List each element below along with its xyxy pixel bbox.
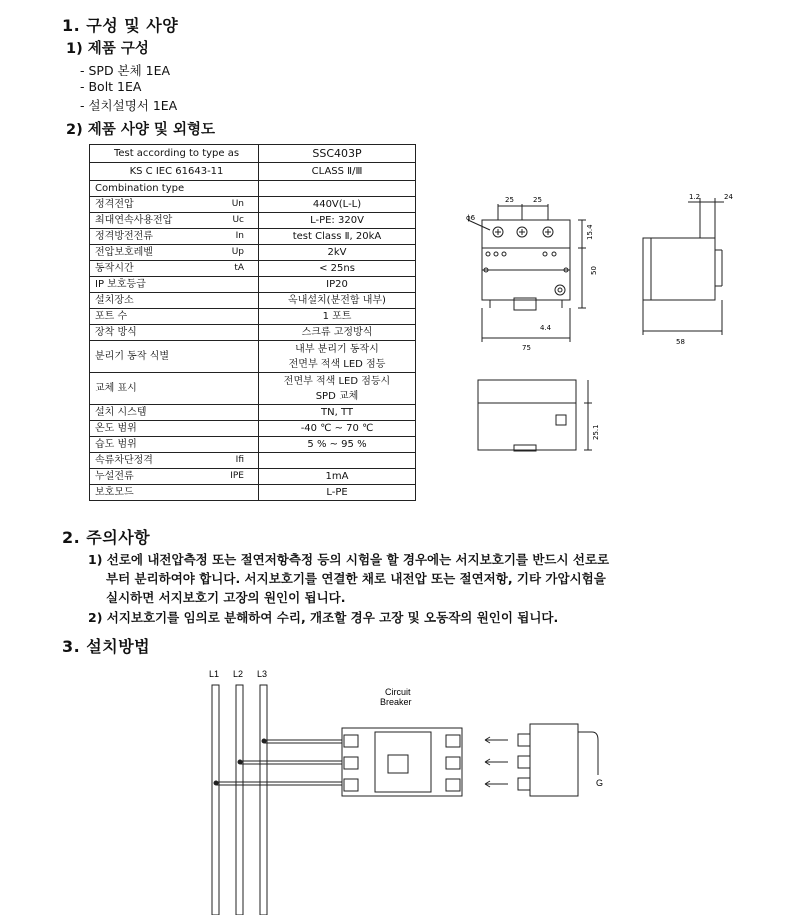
circuit-breaker-label-2: Breaker <box>380 697 412 707</box>
row-value: 1mA <box>259 469 416 485</box>
row-value: 스크류 고정방식 <box>259 325 416 341</box>
row-symbol: Un <box>231 199 244 209</box>
row-value <box>259 181 416 197</box>
ground-label: G <box>596 778 604 788</box>
note-1-line-3: 실시하면 서지보호기 고장의 원인이 됩니다. <box>106 590 346 605</box>
dim-24: 24 <box>724 193 733 201</box>
section-3-title: 3. 설치방법 <box>62 637 151 656</box>
list-item: - 설치설명서 1EA <box>80 98 178 113</box>
dim-15-4: 15.4 <box>586 224 594 240</box>
table-row <box>90 277 416 293</box>
row-label: 속류차단정격 <box>95 455 153 466</box>
row-value: 전면부 적색 LED 점등시 <box>283 375 391 387</box>
row-label: 동작시간 <box>95 263 134 274</box>
note-1-line-1: 1) 선로에 내전압측정 또는 절연저항측정 등의 시험을 할 경우에는 서지보호기를 반드시 선로로 <box>88 552 610 567</box>
table-row <box>90 421 416 437</box>
row-label: Combination type <box>95 183 185 194</box>
row-label: 설치장소 <box>95 295 134 306</box>
row-value: L-PE: 320V <box>259 213 416 229</box>
dim-1-2: 1.2 <box>689 193 701 201</box>
row-value: TN, TT <box>259 405 416 421</box>
row-symbol: Ifi <box>235 455 244 465</box>
row-label: 최대연속사용전압 <box>95 215 173 226</box>
wiring-graphics <box>212 685 598 915</box>
row-value: 2kV <box>259 245 416 261</box>
row-value: < 25ns <box>259 261 416 277</box>
table-header-left-2: KS C IEC 61643-11 <box>90 163 259 181</box>
row-label: 설치 시스템 <box>95 407 147 418</box>
row-value <box>259 453 416 469</box>
row-label: 습도 범위 <box>95 439 137 450</box>
row-value: test Class Ⅱ, 20kA <box>259 229 416 245</box>
row-value: L-PE <box>259 485 416 501</box>
list-item: - Bolt 1EA <box>80 79 142 94</box>
table-row <box>90 469 416 485</box>
row-label: 장착 방식 <box>95 327 137 338</box>
row-value: 옥내설치(분전함 내부) <box>259 293 416 309</box>
table-row <box>90 453 416 469</box>
table-row <box>90 197 416 213</box>
dim-phi6: ϕ6 <box>466 214 476 222</box>
section-2-title: 2. 주의사항 <box>62 528 151 547</box>
row-label: 온도 범위 <box>95 423 137 434</box>
subsection-product-composition: 1) 제품 구성 <box>66 41 149 57</box>
table-row <box>90 341 416 373</box>
section-1-title: 1. 구성 및 사양 <box>62 16 179 35</box>
front-view <box>468 198 724 451</box>
row-value: IP20 <box>259 277 416 293</box>
dim-25-1: 25.1 <box>592 424 600 440</box>
row-label: 포트 수 <box>95 311 128 322</box>
row-label: IP 보호등급 <box>95 279 146 290</box>
table-row <box>90 293 416 309</box>
subsection-spec-and-outline: 2) 제품 사양 및 외형도 <box>66 122 215 138</box>
row-value-line2: 전면부 적색 LED 점등 <box>288 358 386 370</box>
circuit-breaker-label-1: Circuit <box>385 687 411 697</box>
row-value-line2: SPD 교체 <box>315 390 359 402</box>
row-label: 전압보호레벨 <box>95 247 153 258</box>
note-2: 2) 서지보호기를 임의로 분해하여 수리, 개조할 경우 고장 및 오동작의 원인이 됩니다. <box>88 610 559 625</box>
dim-25-left: 25 <box>505 196 514 204</box>
row-symbol: IPE <box>230 471 244 481</box>
row-symbol: tA <box>234 263 244 273</box>
note-1-line-2: 부터 분리하여야 합니다. 서지보호기를 연결한 채로 내전압 또는 절연저항, 기타 가압시험을 <box>106 571 606 586</box>
row-label: 정격전압 <box>95 199 134 210</box>
row-label: 누설전류 <box>95 471 134 482</box>
bus-label-l1: L1 <box>209 669 220 679</box>
row-label: 보호모드 <box>95 487 134 498</box>
row-symbol: Up <box>231 247 244 257</box>
table-row <box>90 485 416 501</box>
row-symbol: In <box>235 231 244 241</box>
row-value: -40 ℃ ~ 70 ℃ <box>259 421 416 437</box>
row-value: 5 % ~ 95 % <box>259 437 416 453</box>
table-row <box>90 229 416 245</box>
bus-label-l3: L3 <box>257 669 268 679</box>
row-label: 교체 표시 <box>95 383 137 394</box>
table-row <box>90 261 416 277</box>
installation-diagram <box>180 660 620 915</box>
dim-58: 58 <box>676 338 685 346</box>
dim-4-4: 4.4 <box>540 324 552 332</box>
table-row <box>90 213 416 229</box>
table-row <box>90 181 416 197</box>
dim-75: 75 <box>522 344 531 352</box>
table-row <box>90 325 416 341</box>
table-row <box>90 405 416 421</box>
dim-25-right: 25 <box>533 196 542 204</box>
row-symbol: Uc <box>232 215 244 225</box>
list-item: - SPD 본체 1EA <box>80 63 171 78</box>
table-row <box>90 373 416 405</box>
row-value: 440V(L-L) <box>259 197 416 213</box>
row-label: 정격방전전류 <box>95 231 153 242</box>
row-value: 1 포트 <box>259 309 416 325</box>
table-row <box>90 437 416 453</box>
table-row <box>90 309 416 325</box>
spec-table <box>89 144 416 501</box>
outline-drawing <box>460 190 760 460</box>
table-row <box>90 245 416 261</box>
bus-label-l2: L2 <box>233 669 244 679</box>
model-class: CLASS Ⅱ/Ⅲ <box>259 163 416 181</box>
row-value: 내부 분리기 동작시 <box>295 343 379 355</box>
dim-50: 50 <box>590 266 598 275</box>
row-label: 분리기 동작 식별 <box>95 351 169 362</box>
table-header-left-1: Test according to type as <box>90 145 259 163</box>
model-name: SSC403P <box>259 145 416 163</box>
